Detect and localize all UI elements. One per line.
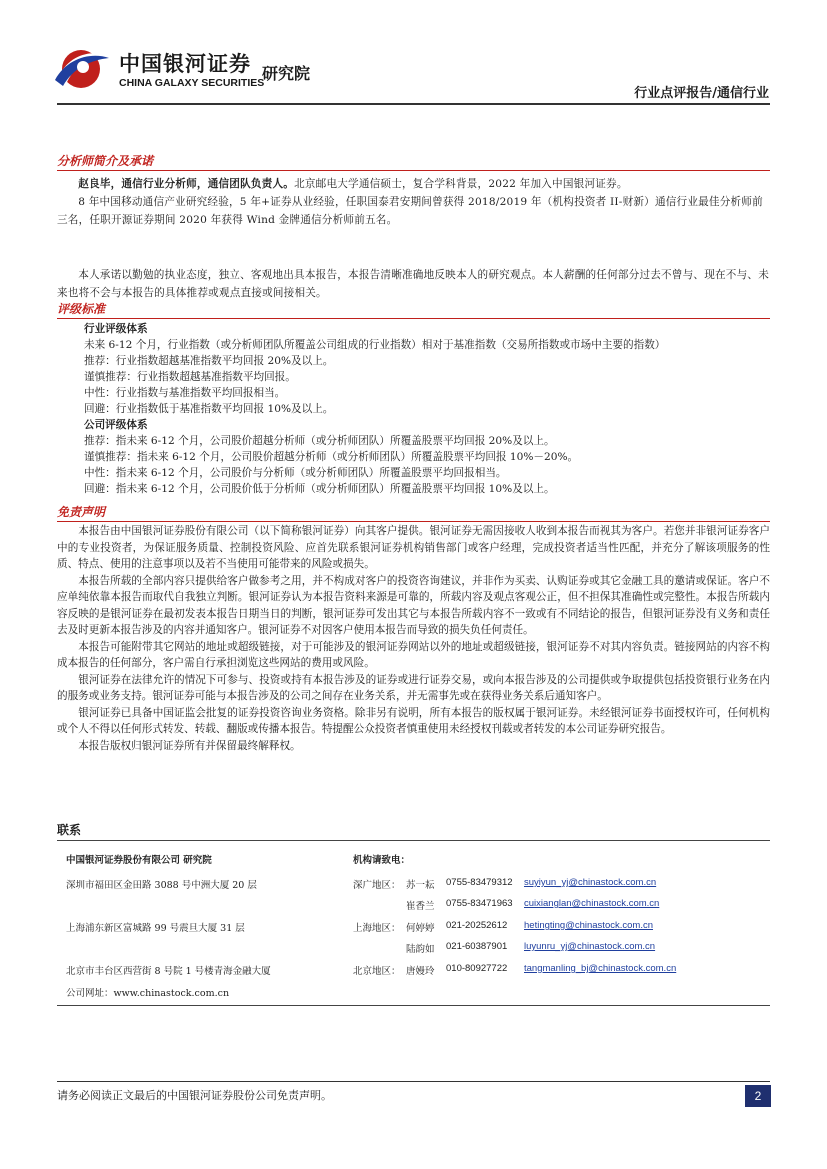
contact-addresses	[66, 852, 346, 1002]
disclaimer-body	[57, 523, 770, 754]
analyst-experience: 8 年中国移动通信产业研究经验，5 年+证券从业经验，任职国泰君安期间曾获得 2018/2019 年（机构投资者 II-财新）通信行业最佳分析师前三名，任职开源证券期间 2020 年获得 Wind 金牌通信分析师前五名。	[57, 196, 763, 226]
industry-rating-line: 中性：行业指数与基准指数平均回报相当。	[84, 387, 286, 399]
report-type: 行业点评报告/通信行业	[634, 86, 769, 101]
commitment-text: 本人承诺以勤勉的执业态度，独立、客观地出具本报告，本报告清晰准确地反映本人的研究观点。本人薪酬的任何部分过去不曾与、现在不与、未来也将不会与本报告的具体推荐或观点直接或间接相关。	[57, 269, 769, 299]
contact-phone: 0755-83471963	[446, 898, 513, 909]
industry-rating-line: 推荐：行业指数超越基准指数平均回报 20%及以上。	[84, 355, 334, 367]
company-name: 中国银河证券股份有限公司 研究院	[66, 855, 212, 866]
institutional-contacts	[353, 852, 770, 982]
contact-name: 崔香兰	[406, 901, 435, 912]
disclaimer-paragraph: 本报告所载的全部内容只提供给客户做参考之用，并不构成对客户的投资咨询建议，并非作为买卖、认购证券或其它金融工具的邀请或保证。客户不应单纯依靠本报告而取代自我独立判断。银河证券认为本报告资料来源是可靠的，所载内容及观点客观公正，但不担保其准确性或完整性。本报告所载内容反映的是银河证券在最初发表本报告日期当日的判断，银河证券可发出其它与本报告所载内容不一致或有不同结论的报告，但银河证券没有义务和责任去及时更新本报告涉及的内容并通知客户。银河证券不对因客户使用本报告而导致的损失负任何责任。	[57, 574, 770, 636]
company-rating-title: 公司评级体系	[84, 419, 148, 431]
industry-rating-title: 行业评级体系	[84, 323, 148, 335]
contact-region: 上海地区：	[353, 923, 401, 934]
contact-phone: 010-80927722	[446, 963, 508, 974]
disclaimer-paragraph: 本报告由中国银河证券股份有限公司（以下简称银河证券）向其客户提供。银河证券无需因接收人收到本报告而视其为客户。若您并非银河证券客户中的专业投资者，为保证服务质量、控制投资风险、应首先联系银河证券机构销售部门或客户经理，完成投资者适当性匹配，并充分了解该项服务的性质、特点、使用的注意事项以及若不当使用可能带来的风险或损失。	[57, 525, 770, 570]
address-shanghai: 上海浦东新区富城路 99 号震旦大厦 31 层	[66, 923, 245, 934]
contact-phone: 0755-83479312	[446, 877, 513, 888]
contact-email[interactable]: cuixianglan@chinastock.com.cn	[524, 898, 660, 909]
disclaimer-paragraph: 本报告版权归银河证券所有并保留最终解释权。	[78, 739, 301, 752]
industry-rating-line: 未来 6-12 个月，行业指数（或分析师团队所覆盖公司组成的行业指数）相对于基准指数（交易所指数或市场中主要的指数）	[84, 339, 666, 351]
contact-email[interactable]: hetingting@chinastock.com.cn	[524, 920, 653, 931]
contact-name: 何婷婷	[406, 923, 435, 934]
company-rating-line: 推荐：指未来 6-12 个月，公司股价超越分析师（或分析师团队）所覆盖股票平均回报 20%及以上。	[84, 435, 555, 447]
address-beijing: 北京市丰台区西营街 8 号院 1 号楼青海金融大厦	[66, 966, 271, 977]
contact-name: 陆韵如	[406, 944, 435, 955]
contact-email[interactable]: tangmanling_bj@chinastock.com.cn	[524, 963, 677, 974]
contact-name: 苏一耘	[406, 880, 435, 891]
industry-rating-block	[84, 321, 770, 497]
analyst-name: 赵良毕，通信行业分析师，通信团队负责人。	[78, 178, 295, 190]
contact-section-title: 联系	[57, 821, 770, 841]
analyst-intro	[57, 175, 770, 229]
contact-email[interactable]: luyunru_yj@chinastock.com.cn	[524, 941, 656, 952]
company-rating-line: 谨慎推荐：指未来 6-12 个月，公司股价超越分析师（或分析师团队）所覆盖股票平均回报 10%－20%。	[84, 451, 579, 463]
header-divider	[57, 103, 770, 105]
contact-phone: 021-20252612	[446, 920, 508, 931]
china-galaxy-logo	[53, 42, 113, 92]
contact-bottom-divider	[57, 1005, 770, 1006]
company-rating-line: 中性：指未来 6-12 个月，公司股价与分析师（或分析师团队）所覆盖股票平均回报相当。	[84, 467, 507, 479]
brand-name-cn: 中国银河证券	[119, 52, 251, 76]
disclaimer-paragraph: 银河证券已具备中国证监会批复的证券投资咨询业务资格。除非另有说明，所有本报告的版权属于银河证券。未经银河证券书面授权许可，任何机构或个人不得以任何形式转发、转载、翻版或传播本报告。特提醒公众投资者慎重使用未经授权刊载或者转发的本公司证券研究报告。	[57, 706, 770, 735]
footer-disclaimer-note: 请务必阅读正文最后的中国银河证券股份公司免责声明。	[57, 1089, 332, 1102]
disclaimer-paragraph: 本报告可能附带其它网站的地址或超级链接，对于可能涉及的银河证券网站以外的地址或超级链接，银河证券不对其内容负责。链接网站的内容不构成本报告的任何部分，客户需自行承担浏览这些网站的费用或风险。	[57, 640, 770, 669]
ratings-section-title: 评级标准	[57, 302, 770, 319]
analyst-section-title: 分析师简介及承诺	[57, 154, 770, 171]
brand-institute: 研究院	[262, 64, 311, 83]
contact-region: 北京地区：	[353, 966, 401, 977]
disclaimer-section-title: 免责声明	[57, 505, 770, 522]
disclaimer-paragraph: 银河证券在法律允许的情况下可参与、投资或持有本报告涉及的证券或进行证券交易，或向本报告涉及的公司提供或争取提供包括投资银行业务在内的服务或业务支持。银河证券可能与本报告涉及的公司之间存在业务关系，并无需事先或在获得业务关系后通知客户。	[57, 673, 770, 702]
contact-phone: 021-60387901	[446, 941, 508, 952]
address-shenzhen: 深圳市福田区金田路 3088 号中洲大厦 20 层	[66, 880, 257, 891]
contact-region: 深广地区：	[353, 880, 401, 891]
company-rating-line: 回避：指未来 6-12 个月，公司股价低于分析师（或分析师团队）所覆盖股票平均回报 10%及以上。	[84, 483, 555, 495]
analyst-background: 北京邮电大学通信硕士，复合学科背景，2022 年加入中国银河证券。	[294, 178, 628, 190]
page-number: 2	[745, 1085, 771, 1107]
industry-rating-line: 回避：行业指数低于基准指数平均回报 10%及以上。	[84, 403, 334, 415]
contact-name: 唐嫚玲	[406, 966, 435, 977]
contact-email[interactable]: suyiyun_yj@chinastock.com.cn	[524, 877, 657, 888]
institutional-contacts-title: 机构请致电：	[353, 855, 411, 866]
brand-name-en: CHINA GALAXY SECURITIES	[119, 77, 265, 89]
company-website[interactable]: 公司网址：www.chinastock.com.cn	[66, 988, 230, 999]
industry-rating-line: 谨慎推荐：行业指数超越基准指数平均回报。	[84, 371, 296, 383]
footer-divider	[57, 1081, 770, 1082]
analyst-commitment	[57, 266, 770, 302]
